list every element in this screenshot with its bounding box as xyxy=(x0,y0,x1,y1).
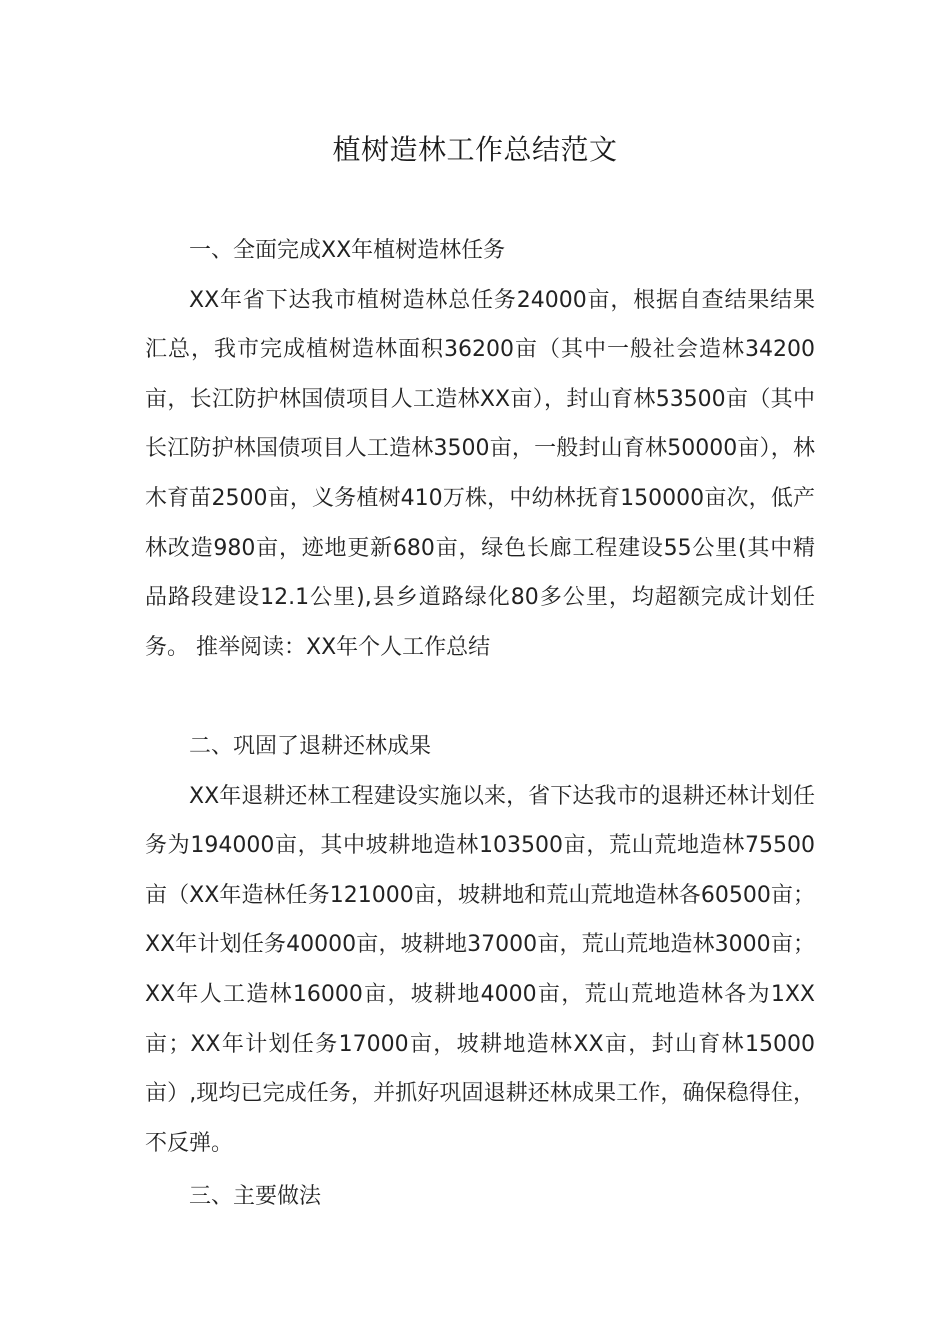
section-3 xyxy=(145,1172,815,1222)
section-2 xyxy=(145,722,815,1168)
section-2-paragraph: XX年退耕还林工程建设实施以来，省下达我市的退耕还林计划任务为194000亩，其中坡耕地造林103500亩，荒山荒地造林75500亩（XX年造林任务121000亩，坡耕地和荒山荒地造林各60500亩；XX年计划任务40000亩，坡耕地37000亩，荒山荒地造林3000亩；XX年人工造林16000亩，坡耕地4000亩，荒山荒地造林各为1XX亩；XX年计划任务17000亩，坡耕地造林XX亩，封山育林15000亩）,现均已完成任务，并抓好巩固退耕还林成果工作，确保稳得住，不反弹。 xyxy=(145,783,815,1156)
section-2-heading: 二、巩固了退耕还林成果 xyxy=(189,734,432,759)
section-1-paragraph: XX年省下达我市植树造林总任务24000亩，根据自查结果结果汇总，我市完成植树造林面积36200亩（其中一般社会造林34200亩，长江防护林国债项目人工造林XX亩），封山育林53500亩（其中长江防护林国债项目人工造林3500亩，一般封山育林50000亩），林木育苗2500亩，义务植树410万株，中幼林抚育150000亩次，低产林改造980亩，迹地更新680亩，绿色长廊工程建设55公里(其中精品路段建设12.1公里),县乡道路绿化80多公里，均超额完成计划任务。 推举阅读：XX年个人工作总结 xyxy=(145,287,815,660)
section-1 xyxy=(145,226,815,672)
section-1-heading: 一、全面完成XX年植树造林任务 xyxy=(189,238,506,263)
document-title: 植树造林工作总结范文 xyxy=(332,133,618,166)
section-3-heading: 三、主要做法 xyxy=(189,1184,322,1209)
